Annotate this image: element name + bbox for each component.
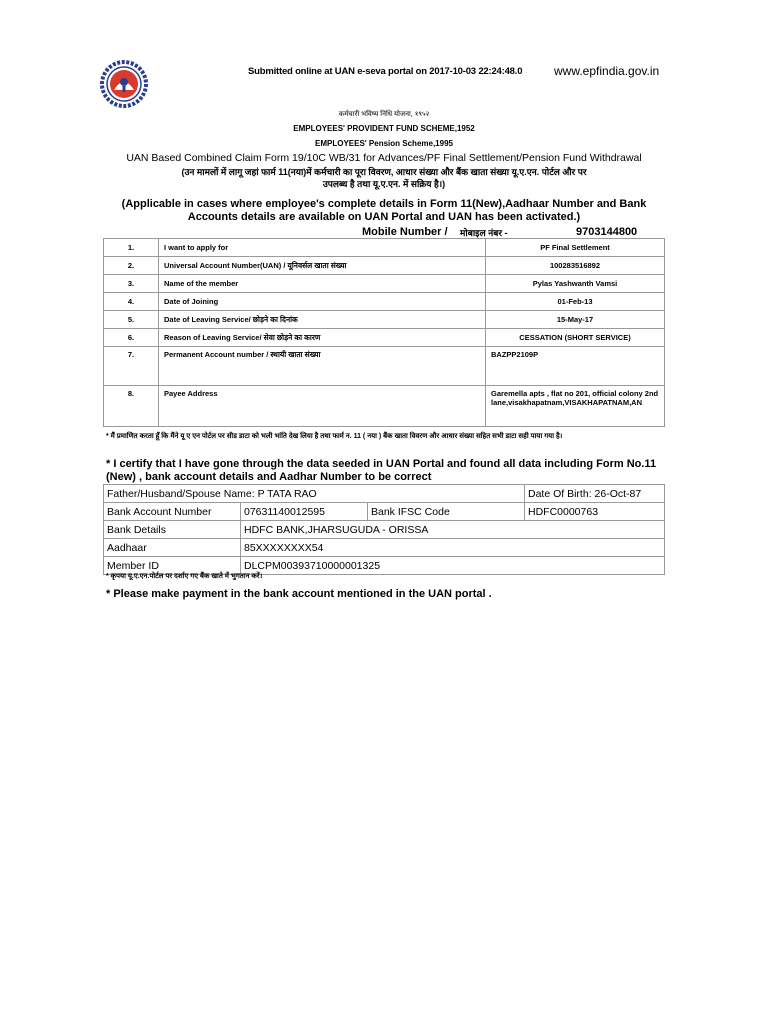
member-id-label: Member ID <box>104 557 241 575</box>
table-row <box>104 239 665 257</box>
bank-details-value: HDFC BANK,JHARSUGUDA - ORISSA <box>241 521 665 539</box>
ifsc-value: HDFC0000763 <box>525 503 665 521</box>
bank-details-table <box>103 484 665 575</box>
table-row <box>104 386 665 427</box>
row-value: 01-Feb-13 <box>486 293 665 311</box>
row-number: 5. <box>104 311 159 329</box>
table-row <box>104 485 665 503</box>
submitted-info: Submitted online at UAN e-seva portal on 2017-10-03 22:24:48.0 <box>248 66 523 77</box>
applicable-text <box>0 198 768 224</box>
epfo-logo-icon <box>100 60 148 108</box>
row-number: 4. <box>104 293 159 311</box>
row-number: 2. <box>104 257 159 275</box>
epf-scheme-title: EMPLOYEES' PROVIDENT FUND SCHEME,1952 <box>293 124 475 133</box>
row-number: 7. <box>104 347 159 386</box>
table-row <box>104 257 665 275</box>
mobile-number-value: 9703144800 <box>576 226 638 238</box>
hindi-scheme-title: कर्मचारी भविष्य निधि योजना, १९५२ <box>338 111 430 118</box>
form-title: UAN Based Combined Claim Form 19/10C WB/31 for Advances/PF Final Settlement/Pension Fund Withdrawal <box>126 152 642 164</box>
row-value: 15-May-17 <box>486 311 665 329</box>
table-row <box>104 311 665 329</box>
row-value: Garemella apts , flat no 201, official colony 2nd lane,visakhapatnam,VISAKHAPATNAM,AN <box>486 386 665 427</box>
table-row <box>104 347 665 386</box>
applicable-line-1: (Applicable in cases where employee's complete details in Form 11(New),Aadhaar Number and Bank <box>121 198 647 210</box>
row-label: Name of the member <box>159 275 486 293</box>
row-number: 8. <box>104 386 159 427</box>
table-row <box>104 329 665 347</box>
mobile-number-label: Mobile Number / <box>362 226 448 238</box>
bank-account-label: Bank Account Number <box>104 503 241 521</box>
table-row <box>104 275 665 293</box>
hindi-applicable-text <box>0 166 768 190</box>
row-value: PF Final Settlement <box>486 239 665 257</box>
row-value: 100283516892 <box>486 257 665 275</box>
aadhaar-value: 85XXXXXXXX54 <box>241 539 665 557</box>
row-number: 6. <box>104 329 159 347</box>
ifsc-label: Bank IFSC Code <box>368 503 525 521</box>
row-value: CESSATION (SHORT SERVICE) <box>486 329 665 347</box>
row-label: Date of Leaving Service/ छोड़ने का दिनांक <box>159 311 486 329</box>
certification-statement: * I certify that I have gone through the data seeded in UAN Portal and found all data including Form No.11 (New) , bank account details and Aadhar Number to be correct <box>106 458 657 483</box>
row-value: Pylas Yashwanth Vamsi <box>486 275 665 293</box>
row-label: Reason of Leaving Service/ सेवा छोड़ने का कारण <box>159 329 486 347</box>
mobile-number-hindi-label: मोबाइल नंबर - <box>460 228 508 238</box>
hindi-payment-note: * कृपया यू.ए.एन.पोर्टल पर दर्शाए गए बैंक खाते में भुगतान करें। <box>106 573 263 580</box>
table-row <box>104 539 665 557</box>
aadhaar-label: Aadhaar <box>104 539 241 557</box>
father-name-cell: Father/Husband/Spouse Name: P TATA RAO <box>104 485 525 503</box>
applicable-line-2: Accounts details are available on UAN Portal and UAN has been activated.) <box>187 211 581 223</box>
row-label: Permanent Account number / स्थायी खाता संख्या <box>159 347 486 386</box>
dob-cell: Date Of Birth: 26-Oct-87 <box>525 485 665 503</box>
table-row <box>104 293 665 311</box>
hindi-applicable-line-1: (उन मामलों में लागू जहां फार्म 11(नया)में कर्मचारी का पूरा विवरण, आधार संख्या और बैंक खाता संख्या यू.ए.एन. पोर्टल और पर <box>181 167 587 177</box>
claim-details-table <box>103 238 665 427</box>
member-id-value: DLCPM00393710000001325 <box>241 557 665 575</box>
row-number: 1. <box>104 239 159 257</box>
payment-note: * Please make payment in the bank account mentioned in the UAN portal . <box>106 588 492 600</box>
epfo-logo <box>100 60 148 108</box>
website-url[interactable]: www.epfindia.gov.in <box>554 64 660 78</box>
row-value: BAZPP2109P <box>486 347 665 386</box>
table-row <box>104 503 665 521</box>
hindi-declaration: * मैं प्रमाणित करता हूँ कि मैंने यू ए एन पोर्टल पर सीड डाटा को भली भांति देख लिया है तथा फार्म न. 11 ( नया ) बैंक खाता विवरण और आधार संख्या सहित सभी डाटा सही पाया गया है। <box>106 433 563 440</box>
row-label: Universal Account Number(UAN) / यूनिवर्सल खाता संख्या <box>159 257 486 275</box>
table-row <box>104 521 665 539</box>
row-label: Payee Address <box>159 386 486 427</box>
row-number: 3. <box>104 275 159 293</box>
bank-details-label: Bank Details <box>104 521 241 539</box>
row-label: I want to apply for <box>159 239 486 257</box>
row-label: Date of Joining <box>159 293 486 311</box>
hindi-applicable-line-2: उपलब्ध है तथा यू.ए.एन. में सक्रिय है।) <box>322 179 446 189</box>
bank-account-value: 07631140012595 <box>241 503 368 521</box>
pension-scheme-title: EMPLOYEES' Pension Scheme,1995 <box>315 139 453 148</box>
